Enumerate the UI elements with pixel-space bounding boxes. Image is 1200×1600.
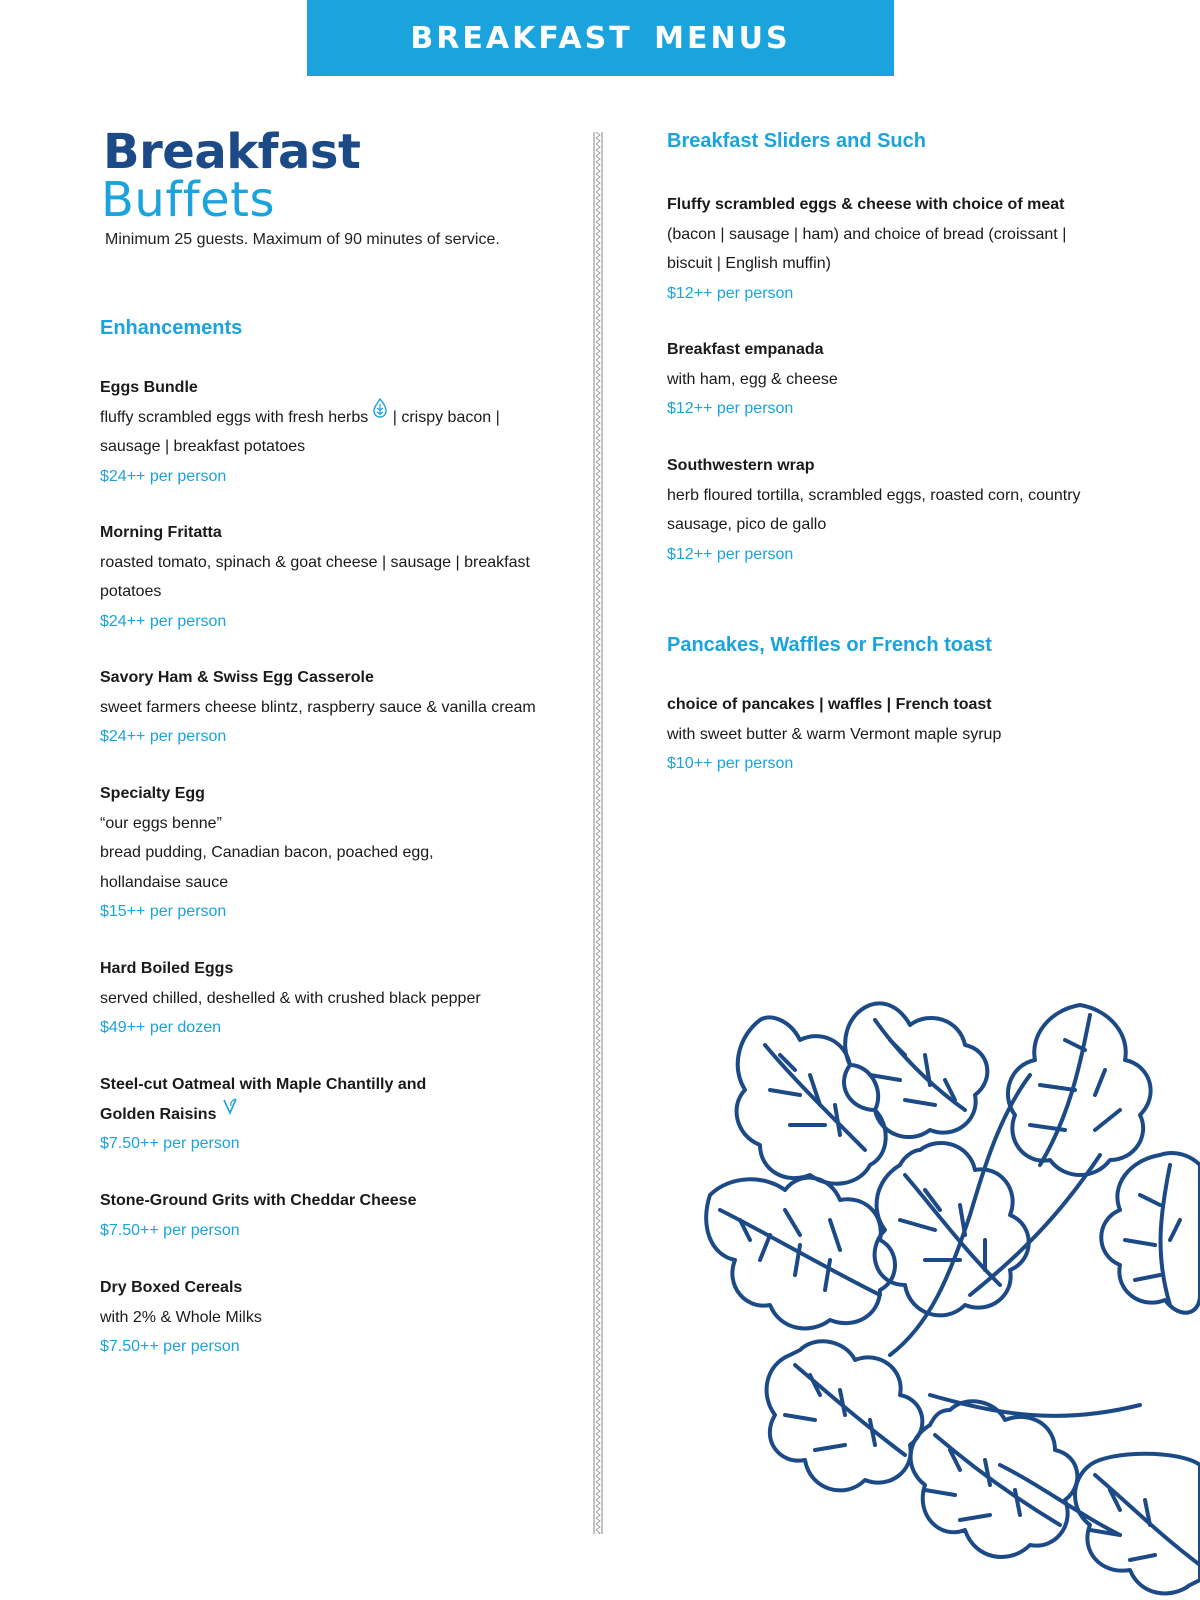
- vegan-icon: [222, 1096, 238, 1126]
- item-price: $12++ per person: [667, 284, 794, 302]
- menu-item-hard-boiled-eggs: [100, 954, 570, 1043]
- item-name: Steel-cut Oatmeal with Maple Chantilly and: [100, 1076, 427, 1093]
- item-description: served chilled, deshelled & with crushed black pepper: [100, 989, 481, 1007]
- item-description: [100, 403, 570, 433]
- item-name: Dry Boxed Cereals: [100, 1279, 243, 1296]
- item-price: $7.50++ per person: [100, 1338, 240, 1355]
- header-banner: [307, 0, 894, 76]
- item-name: Morning Fritatta: [100, 524, 222, 541]
- item-description: sausage, pico de gallo: [667, 516, 827, 533]
- enhancements-heading: Enhancements: [100, 317, 243, 339]
- item-description: with ham, egg & cheese: [667, 370, 838, 388]
- item-description-part: fluffy scrambled eggs with fresh herbs: [100, 408, 369, 426]
- item-name-part: Golden Raisins: [100, 1105, 217, 1123]
- item-price: $24++ per person: [100, 728, 227, 745]
- item-name: Hard Boiled Eggs: [100, 960, 234, 977]
- item-price: $15++ per person: [100, 903, 227, 920]
- item-description: sweet farmers cheese blintz, raspberry sauce & vanilla cream: [100, 698, 536, 716]
- item-description: bread pudding, Canadian bacon, poached egg,: [100, 844, 434, 861]
- sliders-heading: Breakfast Sliders and Such: [667, 130, 926, 152]
- buffets-subtitle: Minimum 25 guests. Maximum of 90 minutes of service.: [105, 231, 500, 248]
- item-description: herb floured tortilla, scrambled eggs, roasted corn, country: [667, 486, 1081, 504]
- item-description-part: | crispy bacon |: [388, 408, 500, 426]
- item-price: $10++ per person: [667, 755, 794, 772]
- menu-item-ham-swiss-casserole: [100, 663, 580, 752]
- item-name: Stone-Ground Grits with Cheddar Cheese: [100, 1192, 417, 1209]
- item-description: roasted tomato, spinach & goat cheese | sausage | breakfast: [100, 553, 530, 571]
- item-name: Savory Ham & Swiss Egg Casserole: [100, 669, 374, 686]
- menu-item-dry-boxed-cereals: [100, 1273, 570, 1362]
- banner-title: BREAKFAST MENUS: [410, 20, 791, 56]
- item-description: hollandaise sauce: [100, 873, 229, 891]
- parsley-leaves-illustration: [700, 995, 1200, 1600]
- item-name: Specialty Egg: [100, 785, 205, 802]
- menu-item-pancakes-waffles: [667, 690, 1137, 779]
- menu-item-southwestern-wrap: [667, 451, 1137, 569]
- menu-item-stone-ground-grits: [100, 1186, 570, 1245]
- item-description: (bacon | sausage | ham) and choice of bread (croissant |: [667, 225, 1067, 243]
- item-description: biscuit | English muffin): [667, 255, 831, 272]
- item-name: Eggs Bundle: [100, 379, 198, 396]
- item-description: with 2% & Whole Milks: [100, 1308, 262, 1326]
- item-name: Southwestern wrap: [667, 457, 815, 474]
- item-name: [100, 1100, 570, 1130]
- pancakes-heading: Pancakes, Waffles or French toast: [667, 634, 992, 656]
- item-description: sausage | breakfast potatoes: [100, 438, 306, 455]
- column-divider: [593, 132, 603, 1534]
- item-price: $49++ per dozen: [100, 1019, 221, 1036]
- item-price: $7.50++ per person: [100, 1221, 240, 1239]
- item-name: Fluffy scrambled eggs & cheese with choice of meat: [667, 196, 1065, 213]
- item-name: choice of pancakes | waffles | French toast: [667, 696, 992, 713]
- item-description: “our eggs benne”: [100, 814, 222, 832]
- item-price: $7.50++ per person: [100, 1135, 240, 1152]
- buffets-title-bold: Breakfast: [103, 124, 361, 180]
- item-price: $24++ per person: [100, 612, 227, 630]
- menu-item-breakfast-empanada: [667, 335, 1137, 424]
- buffets-title-light: Buffets: [101, 172, 276, 228]
- menu-item-specialty-egg: [100, 779, 570, 927]
- item-description: potatoes: [100, 583, 162, 600]
- item-name: Breakfast empanada: [667, 341, 824, 358]
- item-description: with sweet butter & warm Vermont maple syrup: [667, 725, 1002, 743]
- menu-item-morning-fritatta: [100, 518, 580, 636]
- item-price: $12++ per person: [667, 400, 794, 417]
- item-price: $12++ per person: [667, 545, 794, 563]
- gluten-free-icon: [372, 397, 388, 430]
- menu-item-eggs-bundle: [100, 373, 570, 491]
- menu-item-steel-cut-oatmeal: [100, 1070, 570, 1159]
- menu-item-scrambled-eggs-slider: [667, 190, 1137, 308]
- item-price: $24++ per person: [100, 467, 227, 485]
